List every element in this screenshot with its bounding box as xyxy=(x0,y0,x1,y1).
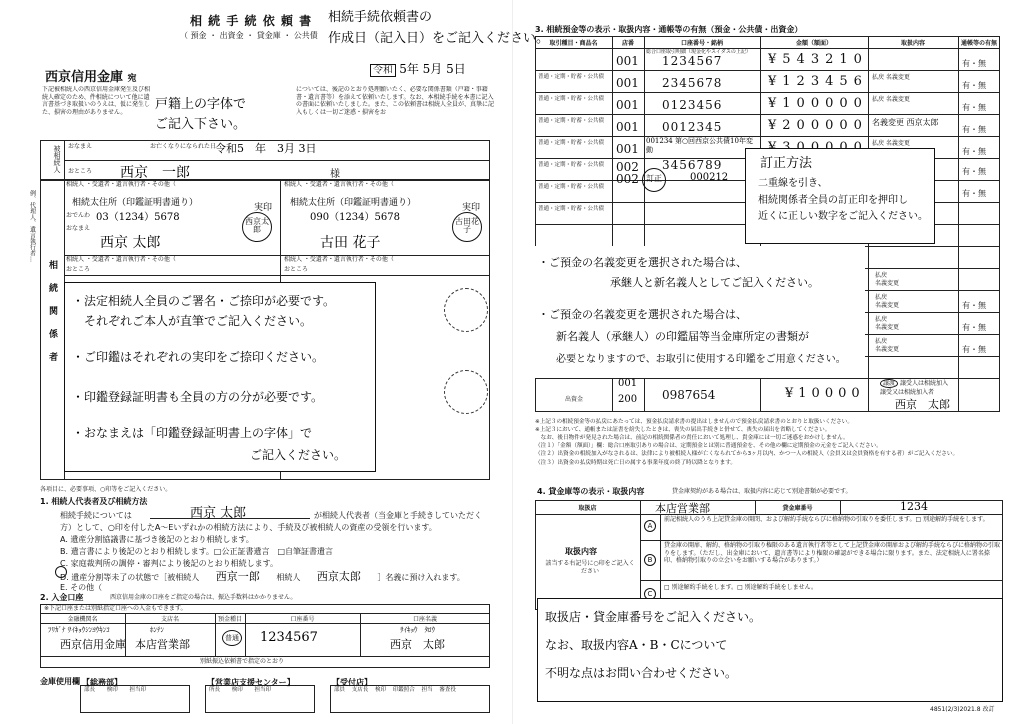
row2-type[interactable]: 普通・定期・貯蓄・公共債 xyxy=(538,96,605,102)
s4-h-number: 貸金庫番号 xyxy=(782,505,813,512)
s4-title: 4. 貸金庫等の表示・取扱内容 xyxy=(537,487,645,496)
s1-line2: 方）として、○印を付したA～Eいずれかの相続方法により、手続及び被相続人の資産の受領を行います。 xyxy=(60,523,437,532)
op-label-r9: 払戻 名義変更 xyxy=(875,338,900,353)
heir2-tel: 090（1234）5678 xyxy=(310,212,400,223)
s2-h-type: 預金種目 xyxy=(217,616,242,623)
s2-h-bank: 金融機関名 xyxy=(67,616,98,623)
row2-acct: 2345678 xyxy=(662,76,723,90)
s1-opt-a[interactable]: A. 遺産分割協議書に基づき後記のとおり相続します。 xyxy=(60,535,254,544)
heir1-name-label: おなまえ xyxy=(66,225,91,232)
footer-sub-row-2: 所長 検印 担当印 xyxy=(209,687,272,693)
heir1-addr: 相続太住所（印鑑証明書通り） xyxy=(72,198,199,208)
row5-has[interactable]: 有・無 xyxy=(962,147,986,156)
s2-note: ※下記口座または別紙指定口座への入金もできます。 xyxy=(44,605,187,612)
footer-g1: 【総務部】 xyxy=(82,678,122,687)
heir1-seal-label: 実印 xyxy=(254,203,273,213)
s1-opt-b[interactable]: B. 遺言書により後記のとおり相続します。□公正証書遺言 □自筆証書遺言 xyxy=(60,547,334,556)
s2-bank: 西京信用金庫 xyxy=(60,638,126,651)
deceased-addr-label: おところ xyxy=(68,168,93,175)
left-subtitle: （ 預金 ・ 出資金 ・ 貸金庫 ・ 公共債 xyxy=(180,31,318,40)
seal-placeholder-4 xyxy=(444,370,488,414)
note-line-1: ・法定相続人全員のご署名・ご捺印が必要です。 xyxy=(72,294,336,308)
s1-opt-d[interactable]: D. 遺産分割等未了の状態で［被相続人 西京一郎 相続人 西京太郎 ］名義に預け入れます。 xyxy=(60,570,465,583)
heir-side-label: 相続関係者 xyxy=(47,260,57,375)
deposit-label: 出資金 xyxy=(565,396,584,403)
s2-foot: 別紙振込依頼書で指定のとおり xyxy=(200,658,285,665)
s4-opt-a-key[interactable]: A xyxy=(644,520,656,532)
row3-type[interactable]: 普通・定期・貯蓄・公共債 xyxy=(538,118,605,124)
deposit-amt: ¥10000 xyxy=(785,386,865,401)
bottom-note-2: なお、取扱内容A・B・Cについて xyxy=(545,638,728,652)
has-r9[interactable]: 有・無 xyxy=(962,323,986,332)
intro-right-text: については、後記のとおり処理願いたく、必要な関係書類（戸籍・事籍書・遺言書等）を添えて依頼いたします。なお、本相続手続を本書に記入の書面に依頼いたしました。また、この依頼書は相続人全員が、真摯に記入もしくは一切ご迷惑・損害をお xyxy=(296,86,495,116)
deceased-name-label: おなまえ xyxy=(68,143,93,150)
s2-title: 2. 入金口座 xyxy=(40,593,84,602)
row7-br: 002 xyxy=(616,172,639,186)
has-r8[interactable]: 有・無 xyxy=(962,301,986,310)
s3-h-sub: 総合口座取引明細（現金化やスイダスの上記） xyxy=(646,49,751,55)
row6-acct: 3456789 xyxy=(662,158,723,172)
row6-has[interactable]: 有・無 xyxy=(962,167,986,176)
heir1-type: 相続人 ・受遺者・遺言執行者・その他（ xyxy=(66,181,176,188)
row3-amt: ¥100000 xyxy=(768,96,868,111)
s2-branch-kana: ﾎﾝﾃﾝ xyxy=(150,626,164,634)
heir2-seal-label: 実印 xyxy=(462,203,481,213)
mid-note-4: 新名義人（承継人）の印鑑届等当金庫所定の書類が xyxy=(556,330,809,343)
row1-amt: ¥543210 xyxy=(768,52,868,67)
note-line-4: ・印鑑登録証明書も全員の方の分が必要です。 xyxy=(72,390,324,404)
heir1-tel-label: おでんわ xyxy=(66,212,90,219)
s4-opt-c: □ 別途解約手続をします。□ 別途解約手続をしません。 xyxy=(664,584,818,591)
footer-g3: 【受付店】 xyxy=(332,678,372,687)
op-label-r8: 払戻 名義変更 xyxy=(875,316,900,331)
row4-op[interactable]: 名義変更 西京太郎 xyxy=(872,118,939,127)
date-label: お亡くなりになられた日 xyxy=(150,143,217,150)
s2-desc: 西京信用金庫の口座をご指定の場合は、振込手数料はかかりません。 xyxy=(110,594,297,601)
s4-opt-b-key[interactable]: B xyxy=(644,554,656,566)
row4-type[interactable]: 普通・定期・貯蓄・公共債 xyxy=(538,140,605,146)
s4-desc: 貸金庫契約がある場合は、取扱内容に応じて別途書類が必要です。 xyxy=(672,488,852,495)
row2-op[interactable]: 払戻 名義変更 xyxy=(872,74,910,81)
has-r10[interactable]: 有・無 xyxy=(962,345,986,354)
s1-d-name2: 西京太郎 xyxy=(316,570,361,583)
row4-br: 001 xyxy=(616,120,639,134)
deposit-op-label3: 譲受又は相続加入者 xyxy=(880,389,935,396)
s3-h-op: 取扱内容 xyxy=(900,40,925,47)
mid-note-5: 必要となりますので、お取引に使用する印鑑をご用意ください。 xyxy=(556,354,846,365)
row1-has[interactable]: 有・無 xyxy=(962,59,986,68)
row4-has[interactable]: 有・無 xyxy=(962,125,986,134)
right-date: 令和 5年 5月 5日 xyxy=(370,60,466,77)
s4-label2: 該当する右記号に○印をご記入ください xyxy=(545,560,635,575)
row5-acct: 001234 第○回西京公共債10年変動 xyxy=(646,137,753,155)
row6-br: 002 xyxy=(616,160,639,174)
deposit-op-label: 譲渡 譲受人は相続加入 xyxy=(880,380,948,388)
correction-title: 訂正方法 xyxy=(760,156,813,171)
row7-has[interactable]: 有・無 xyxy=(962,189,986,198)
s1-opt-e[interactable]: E. その他（ xyxy=(60,583,103,592)
row3-acct: 0123456 xyxy=(662,98,723,112)
deposit-br: 001 xyxy=(618,378,638,389)
s2-type: 普通 xyxy=(222,630,242,646)
right-note-top: 相続手続依頼書の 作成日（記入日）をご記入ください。 xyxy=(328,10,550,46)
row1-type[interactable]: 普通・定期・貯蓄・公共債 xyxy=(538,74,605,80)
heir2-type: 相続人 ・受遺者・遺言執行者・その他（ xyxy=(284,181,394,188)
heir1-tel: 03（1234）5678 xyxy=(96,212,180,223)
row5-type[interactable]: 普通・定期・貯蓄・公共債 xyxy=(538,162,605,168)
s2-branch: 本店営業部 xyxy=(135,638,190,651)
s4-opt-a: 前記相続人のうち上記貸金庫の開閉、および解約手続ならびに格納物の引取りを委任します。□ 別途解約手続をします。 xyxy=(664,516,989,523)
fine-notes: ※上記３の相続預金等の払戻にあたっては、預金払戻請求書の提出はしませんので預金払戻請求書のとおりと取扱いください。 ※上記３において、通帳または証書を紛失したときは、喪失の届出手続きと併せて、喪失の届出を省略してください。 なお、後日物件が発見された場合は、前記の相続関係者の責任において処理し、貴金庫には一切ご迷惑をおかけしません。 （注１）「金額（額面）」欄：総合口座取引ありの場合は、定期預金とは別に普通預金を、その他の欄に定期預金の元金をご記入ください。 （注２）出資金の相続加入がなされるは、法律により被相続人様が亡くなられてから3ヶ月以内、かつ一人の相続人（会員又は会員資格を有する者）がご記入ください。 （注３）出資金の払戻時期は死亡日の属する事業年度の終了時以降となります。 xyxy=(535,419,959,466)
correction-seal: 訂正 xyxy=(642,168,666,192)
row5-br: 001 xyxy=(616,142,639,156)
s4-h-branch: 取扱店 xyxy=(578,505,597,512)
s4-branch: 本店営業部 xyxy=(655,502,710,515)
s2-name: 西京 太郎 xyxy=(390,638,445,651)
intro-text: 下記被相続人の西京信用金庫発生及び相続人確定のため、件相続について他に遺言書基づき取扱いのうえは、仮に発生した、損害の理由がありません。 xyxy=(42,86,151,116)
s2-name-kana: ｻｲｷｮｳ ﾀﾛｳ xyxy=(400,626,435,634)
note-line-5: ・おなまえは「印鑑登録証明書上の字体」で xyxy=(72,426,313,440)
s4-number: 1234 xyxy=(900,500,928,513)
s1-note: 各項目に、必要事項、○印等をご記入ください。 xyxy=(40,486,172,493)
date-value: 令和5 年 3月 3日 xyxy=(215,142,317,155)
heir2-seal: 古田花子 xyxy=(452,212,482,242)
s3-h-type: 取引種目・商品名 xyxy=(549,40,598,47)
s4-opt-b: 貸金庫の開扉、解約、格納物の引取り権限のある遺言執行者等として上記貸金庫の開扉および解約手続ならびに格納物の引取りをします。（ただし、出金庫において、遺言書等により権限の確認ができる場合に限ります。また、法定相続人に署名捺印、格納物引取りの立会いをお願いする場合があります。） xyxy=(664,542,1001,564)
s4-opt-c-key[interactable]: C xyxy=(644,588,656,600)
note-line-2: それぞれご本人が直筆でご記入ください。 xyxy=(84,314,313,328)
deposit-br2: 200 xyxy=(618,394,638,405)
s4-label: 取扱内容 xyxy=(565,547,597,556)
row5-op[interactable]: 払戻 名義変更 xyxy=(872,140,910,147)
note-line-3: ・ご印鑑はそれぞれの実印をご捺印ください。 xyxy=(72,350,325,364)
row2-br: 001 xyxy=(616,76,639,90)
mid-note-1: ・ご預金の名義変更を選択された場合は、 xyxy=(538,256,747,269)
row4-acct: 0012345 xyxy=(662,120,723,134)
s1-representative: 西京 太郎 xyxy=(190,506,247,521)
s1-title: 1. 相続人代表者及び相続方法 xyxy=(40,497,148,506)
mid-note-3: ・ご預金の名義変更を選択された場合は、 xyxy=(538,308,747,321)
s3-h-br: 店番 xyxy=(621,40,634,47)
note-top: 戸籍上の字体で ご記入下さい。 xyxy=(155,97,247,132)
bottom-note-3: 不明な点はお問い合わせください。 xyxy=(545,666,738,680)
deceased-name: 西京 一郎 xyxy=(120,165,190,181)
row1-acct: 1234567 xyxy=(662,54,723,68)
bank-name: 西京信用金庫 宛 xyxy=(45,70,137,85)
row4-amt: ¥200000 xyxy=(768,118,868,133)
row3-has[interactable]: 有・無 xyxy=(962,103,986,112)
heir1-seal: 西京太郎 xyxy=(242,212,272,242)
footer-sub-row-3: 部員 支店長 検印 印鑑照合 担当 審査役 xyxy=(334,687,456,693)
heir3-type: 相続人 ・受遺者・遺言執行者・その他（ xyxy=(66,256,176,263)
row3-op[interactable]: 払戻 名義変更 xyxy=(872,96,910,103)
s2-h-acct: 口座番号 xyxy=(290,616,315,623)
heir1-name: 西京 太郎 xyxy=(100,235,161,251)
s3-h-has: 通帳等の有無 xyxy=(960,40,997,47)
footer-sub-row: 部長 検印 担当印 xyxy=(84,687,147,693)
s1-opt-c[interactable]: C. 家庭裁判所の調停・審判により後記のとおり相続します。 xyxy=(60,559,279,568)
heir4-addr-label: おところ xyxy=(284,266,309,273)
side-note: 例、代理人、遺言執行者… xyxy=(28,190,36,262)
row2-has[interactable]: 有・無 xyxy=(962,81,986,90)
s3-h-acct: 口座番号・銘柄 xyxy=(680,40,723,47)
row2-amt: ¥123456 xyxy=(768,74,868,89)
heir3-addr-label: おところ xyxy=(66,266,91,273)
correction-text: 二重線を引き、 相続関係者全員の訂正印を押印し 近くに正しい数字をご記入ください。 xyxy=(758,178,928,222)
s2-bank-kana: ﾌﾘｶﾞﾅ ｻｲｷｮｳｼﾝﾖｳｷﾝｺ xyxy=(48,626,110,634)
s3-h-amt: 金額（額面） xyxy=(795,40,832,47)
bottom-note-1: 取扱店・貸金庫番号をご記入ください。 xyxy=(545,610,762,624)
deceased-label: 被相続人 xyxy=(53,145,61,173)
row3-br: 001 xyxy=(616,98,639,112)
page-gutter xyxy=(512,0,513,724)
footer-left: 金庫使用欄 xyxy=(40,677,80,686)
s1-d-circle xyxy=(55,566,67,578)
left-title: 相 続 手 続 依 頼 書 xyxy=(190,14,313,28)
notes-box xyxy=(64,282,376,472)
note-line-6: ご記入ください。 xyxy=(250,448,347,462)
op-label-r7: 払戻 名義変更 xyxy=(875,294,900,309)
form-code: 4851(2/3)2021.8 改訂 xyxy=(930,706,995,713)
deposit-acct: 0987654 xyxy=(662,388,716,402)
s2-acct: 1234567 xyxy=(260,630,318,645)
footer-g2: 【営業店支援センター】 xyxy=(207,678,295,687)
row7-acct: 000212 xyxy=(690,172,729,183)
heir2-addr: 相続太住所（印鑑証明書通り） xyxy=(290,198,417,208)
seal-placeholder-2 xyxy=(444,288,488,332)
row1-br: 001 xyxy=(616,54,639,68)
heir2-name: 古田 花子 xyxy=(320,235,381,251)
row6-type[interactable]: 普通・定期・貯蓄・公共債 xyxy=(538,184,605,190)
s1-line1-tail: が相続人代表者（当金庫と手続きしていただく xyxy=(314,511,482,520)
s2-h-name: 口座名義 xyxy=(412,616,437,623)
s1-line1-label: 相続手続については xyxy=(60,511,132,520)
s2-h-branch: 支店名 xyxy=(160,616,179,623)
s3-title: 3. 相続預金等の表示・取扱内容・通帳等の有無（預金・公共債・出資金） xyxy=(535,25,803,34)
s1-d-name1: 西京一郎 xyxy=(215,570,260,583)
op-label-r6: 払戻 名義変更 xyxy=(875,272,900,287)
deceased-honorific: 様 xyxy=(330,169,340,180)
mid-note-2: 承継人と新名義人としてご記入ください。 xyxy=(610,276,819,289)
deposit-op: 西京 太郎 xyxy=(895,398,950,411)
heir4-type: 相続人 ・受遺者・遺言執行者・その他（ xyxy=(284,256,394,263)
row7-type[interactable]: 普通・定期・貯蓄・公共債 xyxy=(538,206,605,212)
